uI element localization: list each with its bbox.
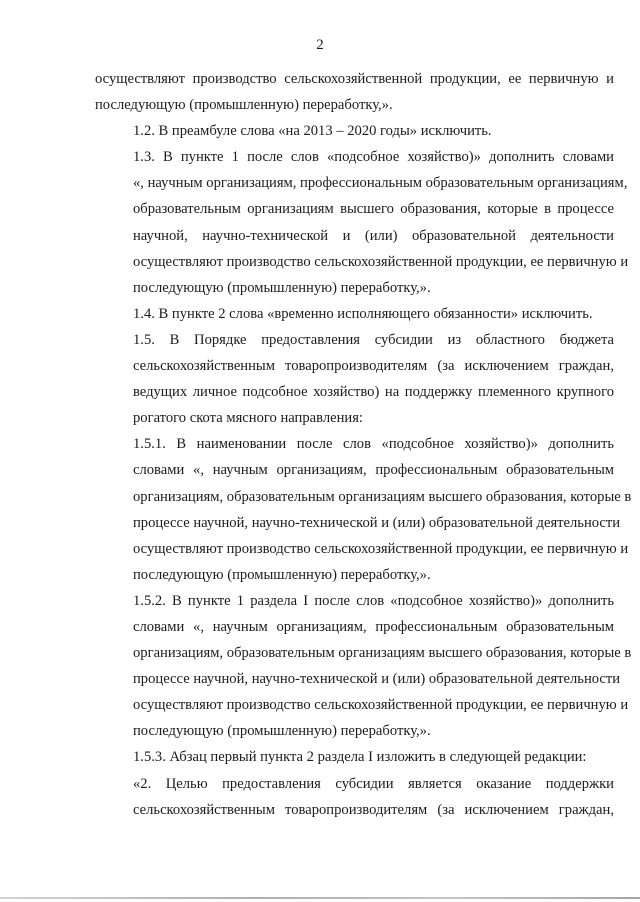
text-line: «2. Целью предоставления субсидии является оказание поддержки bbox=[133, 775, 614, 792]
text-line: образовательным организациям высшего образования, которые в процессе bbox=[133, 201, 614, 218]
scan-edge-line bbox=[0, 897, 640, 899]
text-line: рогатого скота мясного направления: bbox=[133, 410, 363, 427]
text-line: последующую (промышленную) переработку,». bbox=[133, 566, 431, 583]
text-line: 1.5. В Порядке предоставления субсидии из областного бюджета bbox=[133, 331, 614, 348]
text-line: 1.4. В пункте 2 слова «временно исполняющего обязанности» исключить. bbox=[133, 305, 593, 322]
text-line: научной, научно-технической и (или) образовательной деятельности bbox=[133, 227, 614, 244]
text-line: организациям, образовательным организациям высшего образования, которые в bbox=[133, 488, 632, 505]
paragraph bbox=[95, 771, 614, 823]
text-line: сельскохозяйственным товаропроизводителям (за исключением граждан, bbox=[133, 358, 614, 375]
text-line: осуществляют производство сельскохозяйственной продукции, ее первичную и bbox=[133, 697, 629, 714]
paragraph bbox=[95, 118, 614, 144]
paragraph bbox=[95, 588, 632, 745]
text-line: осуществляют производство сельскохозяйственной продукции, ее первичную и bbox=[133, 253, 629, 270]
paragraph bbox=[95, 66, 614, 118]
document-body bbox=[95, 66, 632, 823]
paragraph bbox=[95, 744, 614, 770]
text-line: 1.5.3. Абзац первый пункта 2 раздела I изложить в следующей редакции: bbox=[133, 749, 587, 766]
text-line: словами «, научным организациям, профессиональным образовательным bbox=[133, 462, 614, 479]
text-line: сельскохозяйственным товаропроизводителям (за исключением граждан, bbox=[133, 801, 614, 818]
paragraph bbox=[95, 144, 629, 301]
text-line: осуществляют производство сельскохозяйственной продукции, ее первичную и bbox=[95, 71, 614, 87]
text-line: последующую (промышленную) переработку,». bbox=[133, 279, 431, 296]
text-line: осуществляют производство сельскохозяйственной продукции, ее первичную и bbox=[133, 540, 629, 557]
text-line: 1.2. В преамбуле слова «на 2013 – 2020 годы» исключить. bbox=[133, 123, 492, 140]
page-number: 2 bbox=[316, 37, 324, 53]
text-line: процессе научной, научно-технической и (или) образовательной деятельности bbox=[133, 514, 621, 531]
text-line: 1.3. В пункте 1 после слов «подсобное хозяйство)» дополнить словами bbox=[133, 149, 614, 166]
text-line: последующую (промышленную) переработку,». bbox=[95, 97, 393, 114]
text-line: процессе научной, научно-технической и (или) образовательной деятельности bbox=[133, 671, 621, 688]
paragraph bbox=[95, 327, 614, 431]
text-line: «, научным организациям, профессиональным образовательным организациям, bbox=[133, 175, 628, 192]
paragraph bbox=[95, 301, 614, 327]
text-line: организациям, образовательным организациям высшего образования, которые в bbox=[133, 645, 632, 662]
text-line: ведущих личное подсобное хозяйство) на поддержку племенного крупного bbox=[133, 384, 614, 401]
text-line: 1.5.2. В пункте 1 раздела I после слов «подсобное хозяйство)» дополнить bbox=[133, 592, 614, 609]
text-line: 1.5.1. В наименовании после слов «подсобное хозяйство)» дополнить bbox=[133, 436, 614, 453]
text-line: словами «, научным организациям, профессиональным образовательным bbox=[133, 618, 614, 635]
paragraph bbox=[95, 431, 632, 588]
text-line: последующую (промышленную) переработку,». bbox=[133, 723, 431, 740]
